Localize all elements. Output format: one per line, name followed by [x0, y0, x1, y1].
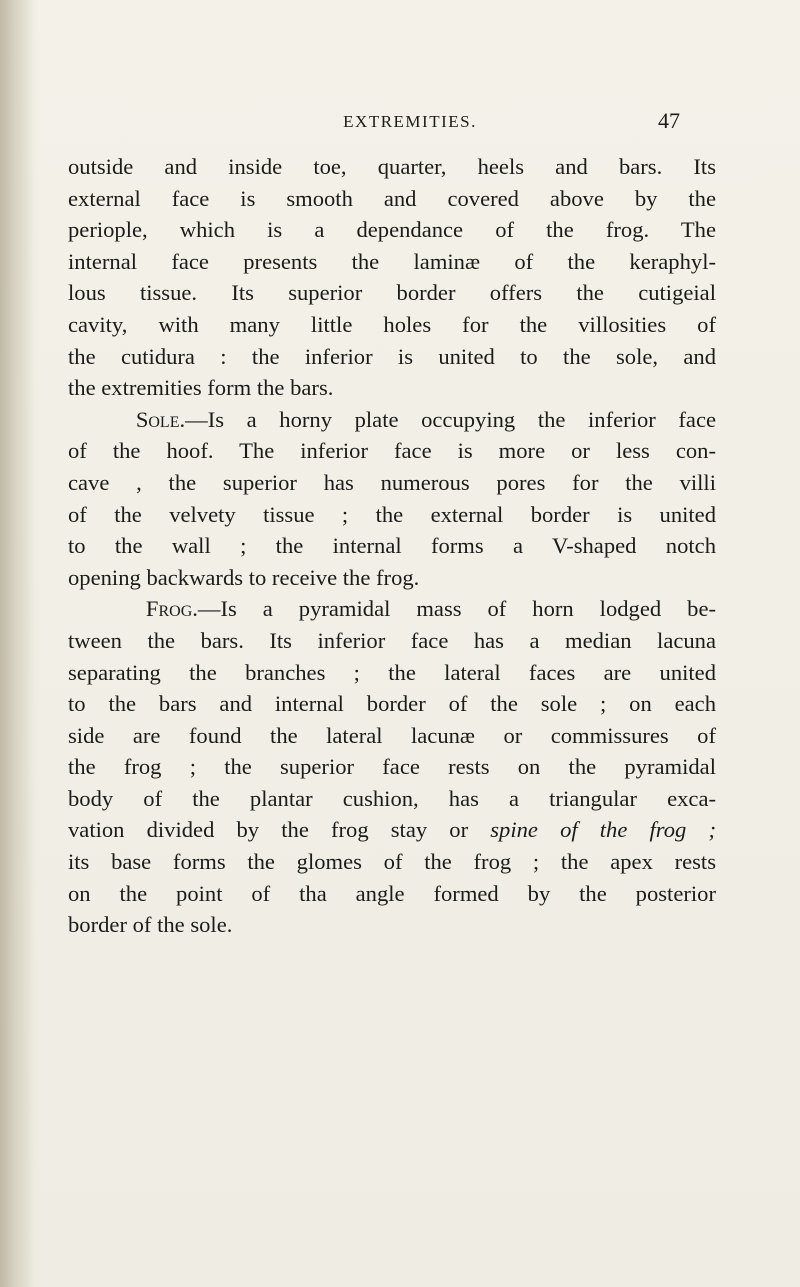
text-line: to the wall ; the internal forms a V-shaped notch — [68, 533, 716, 559]
text-line: body of the plantar cushion, has a triangular exca- — [68, 785, 716, 811]
page-number: 47 — [658, 108, 680, 133]
running-head — [0, 108, 800, 142]
text-line: to the bars and internal border of the sole ; on each — [68, 691, 716, 717]
italic-term: spine of the frog ; — [490, 817, 717, 843]
text-line-with-italic — [68, 814, 716, 846]
text-line: on the point of tha angle formed by the posterior — [68, 880, 716, 906]
text-line: its base forms the glomes of the frog ; the apex rests — [68, 849, 716, 875]
sole-heading: Sole. — [135, 406, 186, 432]
text-line: external face is smooth and covered above by the — [68, 185, 716, 211]
text-line: separating the branches ; the lateral faces are united — [68, 659, 716, 685]
text-line: cave , the superior has numerous pores for the villi — [68, 469, 716, 495]
text-line: lous tissue. Its superior border offers the cutigeial — [68, 280, 716, 306]
text-line: cavity, with many little holes for the villosities of — [68, 311, 716, 337]
binding-gutter — [0, 0, 34, 1287]
body-text — [68, 151, 716, 941]
frog-heading: Frog. — [145, 596, 198, 622]
frog-paragraph-first-line — [68, 593, 716, 625]
text-line: border of the sole. — [68, 912, 233, 938]
text-line: the extremities form the bars. — [68, 375, 334, 401]
text-line: outside and inside toe, quarter, heels and bars. Its — [68, 154, 716, 179]
text-line: of the velvety tissue ; the external border is united — [68, 501, 716, 527]
text-line: the cutidura : the inferior is united to the sole, and — [68, 343, 716, 369]
text-line: the frog ; the superior face rests on the pyramidal — [68, 754, 716, 780]
text-line: of the hoof. The inferior face is more or less con- — [68, 438, 716, 464]
text-fragment: —Is a pyramidal mass of horn lodged be- — [197, 596, 716, 622]
text-line: opening backwards to receive the frog. — [68, 564, 420, 590]
text-line: side are found the lateral lacunæ or commissures of — [68, 722, 716, 748]
running-title: EXTREMITIES. — [343, 112, 477, 131]
text-line: tween the bars. Its inferior face has a median lacuna — [68, 627, 716, 653]
text-line: internal face presents the laminæ of the keraphyl- — [68, 248, 716, 274]
text-fragment: vation divided by the frog stay or — [68, 817, 491, 843]
sole-paragraph-first-line — [68, 404, 716, 436]
text-fragment: —Is a horny plate occupying the inferior face — [185, 406, 716, 432]
text-line: periople, which is a dependance of the frog. The — [68, 217, 716, 243]
